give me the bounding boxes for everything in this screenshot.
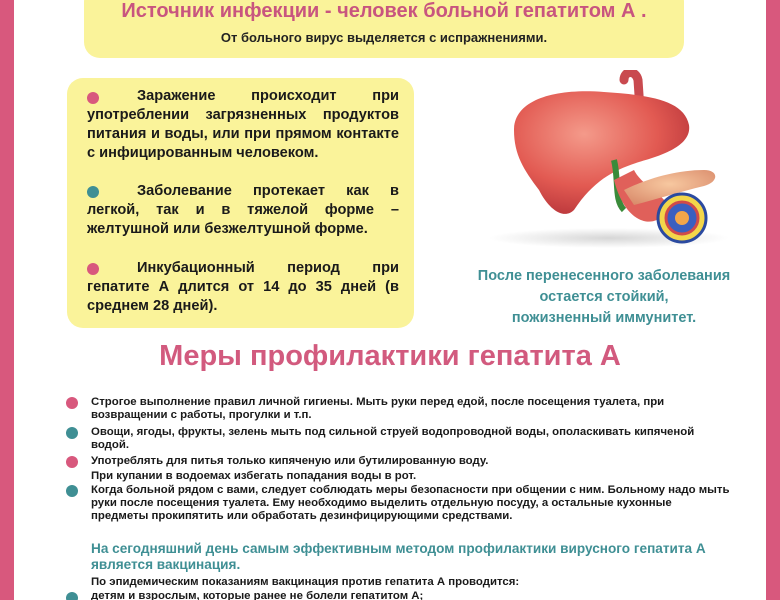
immunity-line: После перенесенного заболевания: [477, 268, 731, 284]
immunity-note: [454, 266, 754, 329]
bullet-dot: [66, 592, 78, 600]
prevention-item-washing: Овощи, ягоды, фрукты, зелень мыть под сильной струей водопроводной воды, ополаскивать кипяченой водой.: [91, 426, 695, 451]
disease-forms-paragraph: Заболевание протекает как в легкой, так и в тяжелой форме – желтушной или безжелтушной форме.: [87, 183, 399, 237]
prevention-item-patient-contact: Когда больной рядом с вами, следует соблюдать меры безопасности при общении с ним. Больному надо мыть руки после посещения туалета. Ему необходимо выделить отдельную посуду, а остальные кухонные предметы прокипятить или обработать дезинфицирующими средствами.: [91, 484, 730, 522]
bullet-dot: [66, 456, 78, 468]
vaccination-item: детям и взрослым, которые ранее не болели гепатитом А;: [91, 590, 424, 600]
incubation-paragraph: Инкубационный период при гепатите А длится от 14 до 35 дней (в среднем 28 дней).: [87, 260, 399, 314]
transmission-info-box: [67, 78, 414, 328]
bullet-dot: [66, 485, 78, 497]
prevention-item-hygiene: Строгое выполнение правил личной гигиены. Мыть руки перед едой, после посещения туалета, при возвращении с работы, прогулки и т.п.: [91, 396, 665, 421]
vaccination-callout: На сегодняшний день самым эффективным методом профилактики вирусного гепатита А является вакцинация.: [91, 541, 706, 572]
source-of-infection-box: [84, 0, 684, 58]
immunity-line: остается стойкий,: [539, 289, 669, 305]
vaccination-intro: По эпидемическим показаниям вакцинация против гепатита А проводится:: [91, 576, 520, 588]
infection-source-subtitle: От больного вирус выделяется с испражнениями.: [220, 30, 548, 45]
poster-page: [14, 0, 766, 600]
prevention-item-swimming: При купании в водоемах избегать попадания воды в рот.: [91, 470, 417, 482]
immunity-line: пожизненный иммунитет.: [511, 310, 697, 326]
bullet-dot: [66, 397, 78, 409]
prevention-heading: Меры профилактики гепатита А: [159, 340, 621, 372]
bullet-dot: [66, 427, 78, 439]
prevention-item-drinking-water: Употреблять для питья только кипяченую или бутилированную воду.: [91, 455, 489, 467]
transmission-paragraph: Заражение происходит при употреблении загрязненных продуктов питания и воды, или при прямом контакте с инфицированным человеком.: [87, 88, 399, 161]
liver-illustration: [474, 70, 754, 250]
infection-source-title: Источник инфекции - человек больной гепатитом А .: [121, 0, 647, 22]
